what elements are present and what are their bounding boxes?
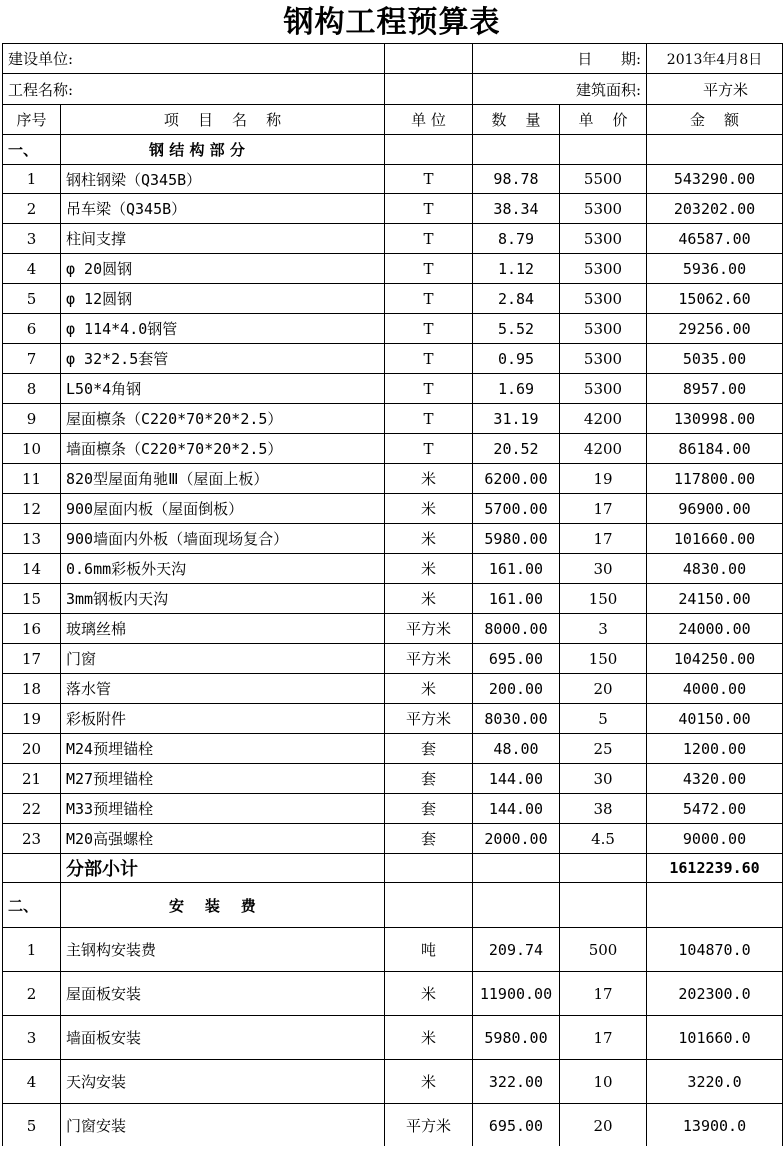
table-row <box>3 344 783 374</box>
table-row <box>3 314 783 344</box>
item-unit-price[interactable]: 17 <box>560 1016 647 1060</box>
empty-cell <box>560 883 647 928</box>
item-unit-price[interactable]: 5300 <box>560 224 647 254</box>
item-amount[interactable]: 24000.00 <box>647 614 783 644</box>
item-name[interactable]: 钢柱钢梁（Q345B） <box>61 165 385 194</box>
row-number: 8 <box>3 374 61 404</box>
item-amount[interactable]: 1200.00 <box>647 734 783 764</box>
item-unit[interactable]: 米 <box>385 972 473 1016</box>
owner-label: 建设单位: <box>3 44 385 74</box>
table-row <box>3 165 783 194</box>
item-quantity[interactable]: 1.12 <box>473 254 560 284</box>
row-number: 17 <box>3 644 61 674</box>
item-unit-price[interactable]: 17 <box>560 972 647 1016</box>
empty-cell <box>560 854 647 883</box>
item-unit-price[interactable]: 20 <box>560 1104 647 1148</box>
item-quantity[interactable]: 48.00 <box>473 734 560 764</box>
table-row <box>3 644 783 674</box>
item-amount[interactable]: 4830.00 <box>647 554 783 584</box>
table-row <box>3 704 783 734</box>
section2-title: 安 装 费 <box>61 883 385 928</box>
item-amount[interactable]: 96900.00 <box>647 494 783 524</box>
item-name[interactable]: 0.6mm彩板外天沟 <box>61 554 385 584</box>
item-unit[interactable]: 平方米 <box>385 1104 473 1148</box>
header-row-project <box>3 74 783 105</box>
item-amount[interactable]: 5035.00 <box>647 344 783 374</box>
item-name[interactable]: 彩板附件 <box>61 704 385 734</box>
item-amount[interactable]: 40150.00 <box>647 704 783 734</box>
item-unit[interactable]: T <box>385 165 473 194</box>
item-quantity[interactable]: 2000.00 <box>473 824 560 854</box>
table-row <box>3 494 783 524</box>
item-unit[interactable]: 吨 <box>385 928 473 972</box>
empty-cell <box>647 883 783 928</box>
col-unit-header: 单 位 <box>385 105 473 135</box>
item-name[interactable]: 屋面檩条（C220*70*20*2.5） <box>61 404 385 434</box>
date-value[interactable]: 2013年4月8日 <box>647 44 783 74</box>
item-unit[interactable]: T <box>385 194 473 224</box>
item-unit-price[interactable]: 4200 <box>560 434 647 464</box>
item-unit-price[interactable]: 20 <box>560 674 647 704</box>
empty-cell <box>473 854 560 883</box>
item-name[interactable]: 屋面板安装 <box>61 972 385 1016</box>
table-row <box>3 434 783 464</box>
row-number: 18 <box>3 674 61 704</box>
item-name[interactable]: 玻璃丝棉 <box>61 614 385 644</box>
item-unit[interactable]: T <box>385 284 473 314</box>
row-number: 20 <box>3 734 61 764</box>
item-unit[interactable]: T <box>385 224 473 254</box>
table-row <box>3 1016 783 1060</box>
row-number: 7 <box>3 344 61 374</box>
section2-row <box>3 883 783 928</box>
item-unit[interactable]: 平方米 <box>385 644 473 674</box>
item-name[interactable]: 墙面板安装 <box>61 1016 385 1060</box>
row-number: 1 <box>3 165 61 194</box>
section1-row <box>3 135 783 165</box>
area-unit[interactable]: 平方米 <box>647 74 783 105</box>
item-quantity[interactable]: 144.00 <box>473 794 560 824</box>
row-number: 3 <box>3 1016 61 1060</box>
item-amount[interactable]: 101660.0 <box>647 1016 783 1060</box>
item-quantity[interactable]: 161.00 <box>473 584 560 614</box>
table-row <box>3 614 783 644</box>
table-row <box>3 584 783 614</box>
item-name[interactable]: 柱间支撑 <box>61 224 385 254</box>
table-row <box>3 254 783 284</box>
item-name[interactable]: M27预埋锚栓 <box>61 764 385 794</box>
item-quantity[interactable]: 695.00 <box>473 644 560 674</box>
item-quantity[interactable]: 8000.00 <box>473 614 560 644</box>
row-number: 11 <box>3 464 61 494</box>
row-number: 12 <box>3 494 61 524</box>
item-quantity[interactable]: 8030.00 <box>473 704 560 734</box>
item-unit[interactable]: T <box>385 434 473 464</box>
item-unit-price[interactable]: 30 <box>560 554 647 584</box>
item-name[interactable]: φ 12圆钢 <box>61 284 385 314</box>
section1-title: 钢 结 构 部 分 <box>61 135 385 165</box>
row-number: 3 <box>3 224 61 254</box>
item-amount[interactable]: 543290.00 <box>647 165 783 194</box>
table-row <box>3 764 783 794</box>
item-unit-price[interactable]: 38 <box>560 794 647 824</box>
item-unit-price[interactable]: 5300 <box>560 374 647 404</box>
item-quantity[interactable]: 2.84 <box>473 284 560 314</box>
item-amount[interactable]: 5936.00 <box>647 254 783 284</box>
item-name[interactable]: 820型屋面角驰Ⅲ（屋面上板） <box>61 464 385 494</box>
table-row <box>3 554 783 584</box>
table-row <box>3 972 783 1016</box>
section1-no: 一、 <box>3 135 61 165</box>
table-row <box>3 824 783 854</box>
item-unit[interactable]: 套 <box>385 734 473 764</box>
owner-value-cell[interactable] <box>385 44 473 74</box>
row-number: 19 <box>3 704 61 734</box>
item-amount[interactable]: 104250.00 <box>647 644 783 674</box>
empty-cell <box>560 135 647 165</box>
item-unit[interactable]: 平方米 <box>385 704 473 734</box>
row-number: 10 <box>3 434 61 464</box>
item-amount[interactable]: 5472.00 <box>647 794 783 824</box>
item-unit-price[interactable]: 5 <box>560 704 647 734</box>
sheet-title: 钢构工程预算表 <box>283 5 501 40</box>
item-quantity[interactable]: 38.34 <box>473 194 560 224</box>
item-amount[interactable]: 15062.60 <box>647 284 783 314</box>
area-label: 建筑面积: <box>473 74 647 105</box>
item-unit-price[interactable]: 10 <box>560 1060 647 1104</box>
row-number: 5 <box>3 1104 61 1148</box>
item-unit-price[interactable]: 17 <box>560 524 647 554</box>
item-unit[interactable]: 米 <box>385 1016 473 1060</box>
item-amount[interactable]: 86184.00 <box>647 434 783 464</box>
project-value-cell[interactable] <box>385 74 473 105</box>
item-quantity[interactable]: 695.00 <box>473 1104 560 1148</box>
table-row <box>3 224 783 254</box>
row-number: 16 <box>3 614 61 644</box>
item-amount[interactable]: 117800.00 <box>647 464 783 494</box>
date-label: 日 期: <box>473 44 647 74</box>
item-amount[interactable]: 202300.0 <box>647 972 783 1016</box>
item-amount[interactable]: 203202.00 <box>647 194 783 224</box>
empty-cell <box>3 854 61 883</box>
row-number: 21 <box>3 764 61 794</box>
item-unit-price[interactable]: 3 <box>560 614 647 644</box>
item-name[interactable]: 吊车梁（Q345B） <box>61 194 385 224</box>
item-amount[interactable]: 3220.0 <box>647 1060 783 1104</box>
item-amount[interactable]: 8957.00 <box>647 374 783 404</box>
item-quantity[interactable]: 8.79 <box>473 224 560 254</box>
item-quantity[interactable]: 200.00 <box>473 674 560 704</box>
item-unit[interactable]: 米 <box>385 584 473 614</box>
item-unit-price[interactable]: 4200 <box>560 404 647 434</box>
item-name[interactable]: 3mm钢板内天沟 <box>61 584 385 614</box>
item-name[interactable]: 900墙面内外板（墙面现场复合） <box>61 524 385 554</box>
item-name[interactable]: φ 20圆钢 <box>61 254 385 284</box>
item-name[interactable]: 门窗安装 <box>61 1104 385 1148</box>
item-amount[interactable]: 13900.0 <box>647 1104 783 1148</box>
item-unit[interactable]: T <box>385 254 473 284</box>
item-unit[interactable]: 套 <box>385 824 473 854</box>
item-unit-price[interactable]: 500 <box>560 928 647 972</box>
item-unit[interactable]: 套 <box>385 794 473 824</box>
table-row <box>3 404 783 434</box>
table-row <box>3 928 783 972</box>
project-label: 工程名称: <box>3 74 385 105</box>
section2-no: 二、 <box>3 883 61 928</box>
item-name[interactable]: L50*4角钢 <box>61 374 385 404</box>
item-unit[interactable]: T <box>385 374 473 404</box>
item-quantity[interactable]: 5980.00 <box>473 1016 560 1060</box>
row-number: 1 <box>3 928 61 972</box>
column-header-row <box>3 105 783 135</box>
row-number: 13 <box>3 524 61 554</box>
item-amount[interactable]: 101660.00 <box>647 524 783 554</box>
item-unit[interactable]: 平方米 <box>385 614 473 644</box>
col-qty-header: 数 量 <box>473 105 560 135</box>
table-row <box>3 1104 783 1148</box>
table-row <box>3 464 783 494</box>
item-unit-price[interactable]: 5300 <box>560 254 647 284</box>
row-number: 14 <box>3 554 61 584</box>
row-number: 22 <box>3 794 61 824</box>
row-number: 6 <box>3 314 61 344</box>
empty-cell <box>473 883 560 928</box>
row-number: 2 <box>3 972 61 1016</box>
col-amount-header: 金 额 <box>647 105 783 135</box>
col-price-header: 单 价 <box>560 105 647 135</box>
item-unit[interactable]: 米 <box>385 524 473 554</box>
subtotal-label: 分部小计 <box>61 854 385 883</box>
item-unit[interactable]: 米 <box>385 674 473 704</box>
table-row <box>3 674 783 704</box>
item-unit-price[interactable]: 25 <box>560 734 647 764</box>
row-number: 15 <box>3 584 61 614</box>
table-row <box>3 194 783 224</box>
item-unit-price[interactable]: 4.5 <box>560 824 647 854</box>
item-name[interactable]: 落水管 <box>61 674 385 704</box>
item-quantity[interactable]: 161.00 <box>473 554 560 584</box>
subtotal-value[interactable]: 1612239.60 <box>647 854 783 883</box>
col-name-header: 项 目 名 称 <box>61 105 385 135</box>
empty-cell <box>385 883 473 928</box>
table-row <box>3 1060 783 1104</box>
header-row-owner <box>3 44 783 74</box>
empty-cell <box>385 135 473 165</box>
item-unit-price[interactable]: 5300 <box>560 344 647 374</box>
item-unit[interactable]: T <box>385 314 473 344</box>
item-name[interactable]: 门窗 <box>61 644 385 674</box>
item-name[interactable]: M24预埋锚栓 <box>61 734 385 764</box>
row-number: 9 <box>3 404 61 434</box>
item-name[interactable]: φ 114*4.0钢管 <box>61 314 385 344</box>
item-unit[interactable]: T <box>385 344 473 374</box>
table-row <box>3 524 783 554</box>
table-row <box>3 794 783 824</box>
item-quantity[interactable]: 6200.00 <box>473 464 560 494</box>
item-unit-price[interactable]: 150 <box>560 644 647 674</box>
row-number: 5 <box>3 284 61 314</box>
item-unit[interactable]: T <box>385 404 473 434</box>
item-unit-price[interactable]: 5500 <box>560 165 647 194</box>
item-name[interactable]: M20高强螺栓 <box>61 824 385 854</box>
item-name[interactable]: 天沟安装 <box>61 1060 385 1104</box>
empty-cell <box>473 135 560 165</box>
table-row <box>3 734 783 764</box>
item-quantity[interactable]: 5700.00 <box>473 494 560 524</box>
item-quantity[interactable]: 1.69 <box>473 374 560 404</box>
subtotal-row <box>3 854 783 883</box>
item-quantity[interactable]: 31.19 <box>473 404 560 434</box>
item-amount[interactable]: 9000.00 <box>647 824 783 854</box>
budget-table <box>2 43 783 1148</box>
empty-cell <box>647 135 783 165</box>
item-unit[interactable]: 米 <box>385 1060 473 1104</box>
item-unit-price[interactable]: 5300 <box>560 284 647 314</box>
item-unit[interactable]: 米 <box>385 464 473 494</box>
item-unit-price[interactable]: 17 <box>560 494 647 524</box>
item-unit-price[interactable]: 30 <box>560 764 647 794</box>
item-name[interactable]: φ 32*2.5套管 <box>61 344 385 374</box>
item-amount[interactable]: 4000.00 <box>647 674 783 704</box>
item-name[interactable]: 墙面檩条（C220*70*20*2.5） <box>61 434 385 464</box>
item-unit-price[interactable]: 5300 <box>560 194 647 224</box>
row-number: 2 <box>3 194 61 224</box>
empty-cell <box>385 854 473 883</box>
item-quantity[interactable]: 322.00 <box>473 1060 560 1104</box>
item-quantity[interactable]: 11900.00 <box>473 972 560 1016</box>
row-number: 4 <box>3 1060 61 1104</box>
row-number: 23 <box>3 824 61 854</box>
item-quantity[interactable]: 98.78 <box>473 165 560 194</box>
item-unit-price[interactable]: 5300 <box>560 314 647 344</box>
item-quantity[interactable]: 5980.00 <box>473 524 560 554</box>
item-name[interactable]: 900屋面内板（屋面倒板） <box>61 494 385 524</box>
item-unit[interactable]: 套 <box>385 764 473 794</box>
item-unit[interactable]: 米 <box>385 494 473 524</box>
item-unit-price[interactable]: 19 <box>560 464 647 494</box>
item-quantity[interactable]: 0.95 <box>473 344 560 374</box>
table-row <box>3 284 783 314</box>
row-number: 4 <box>3 254 61 284</box>
item-quantity[interactable]: 144.00 <box>473 764 560 794</box>
item-amount[interactable]: 4320.00 <box>647 764 783 794</box>
table-row <box>3 374 783 404</box>
item-name[interactable]: M33预埋锚栓 <box>61 794 385 824</box>
item-amount[interactable]: 46587.00 <box>647 224 783 254</box>
item-unit[interactable]: 米 <box>385 554 473 584</box>
item-quantity[interactable]: 209.74 <box>473 928 560 972</box>
item-amount[interactable]: 24150.00 <box>647 584 783 614</box>
item-name[interactable]: 主钢构安装费 <box>61 928 385 972</box>
col-no-header: 序号 <box>3 105 61 135</box>
item-amount[interactable]: 104870.0 <box>647 928 783 972</box>
item-amount[interactable]: 29256.00 <box>647 314 783 344</box>
item-quantity[interactable]: 5.52 <box>473 314 560 344</box>
item-quantity[interactable]: 20.52 <box>473 434 560 464</box>
item-unit-price[interactable]: 150 <box>560 584 647 614</box>
item-amount[interactable]: 130998.00 <box>647 404 783 434</box>
